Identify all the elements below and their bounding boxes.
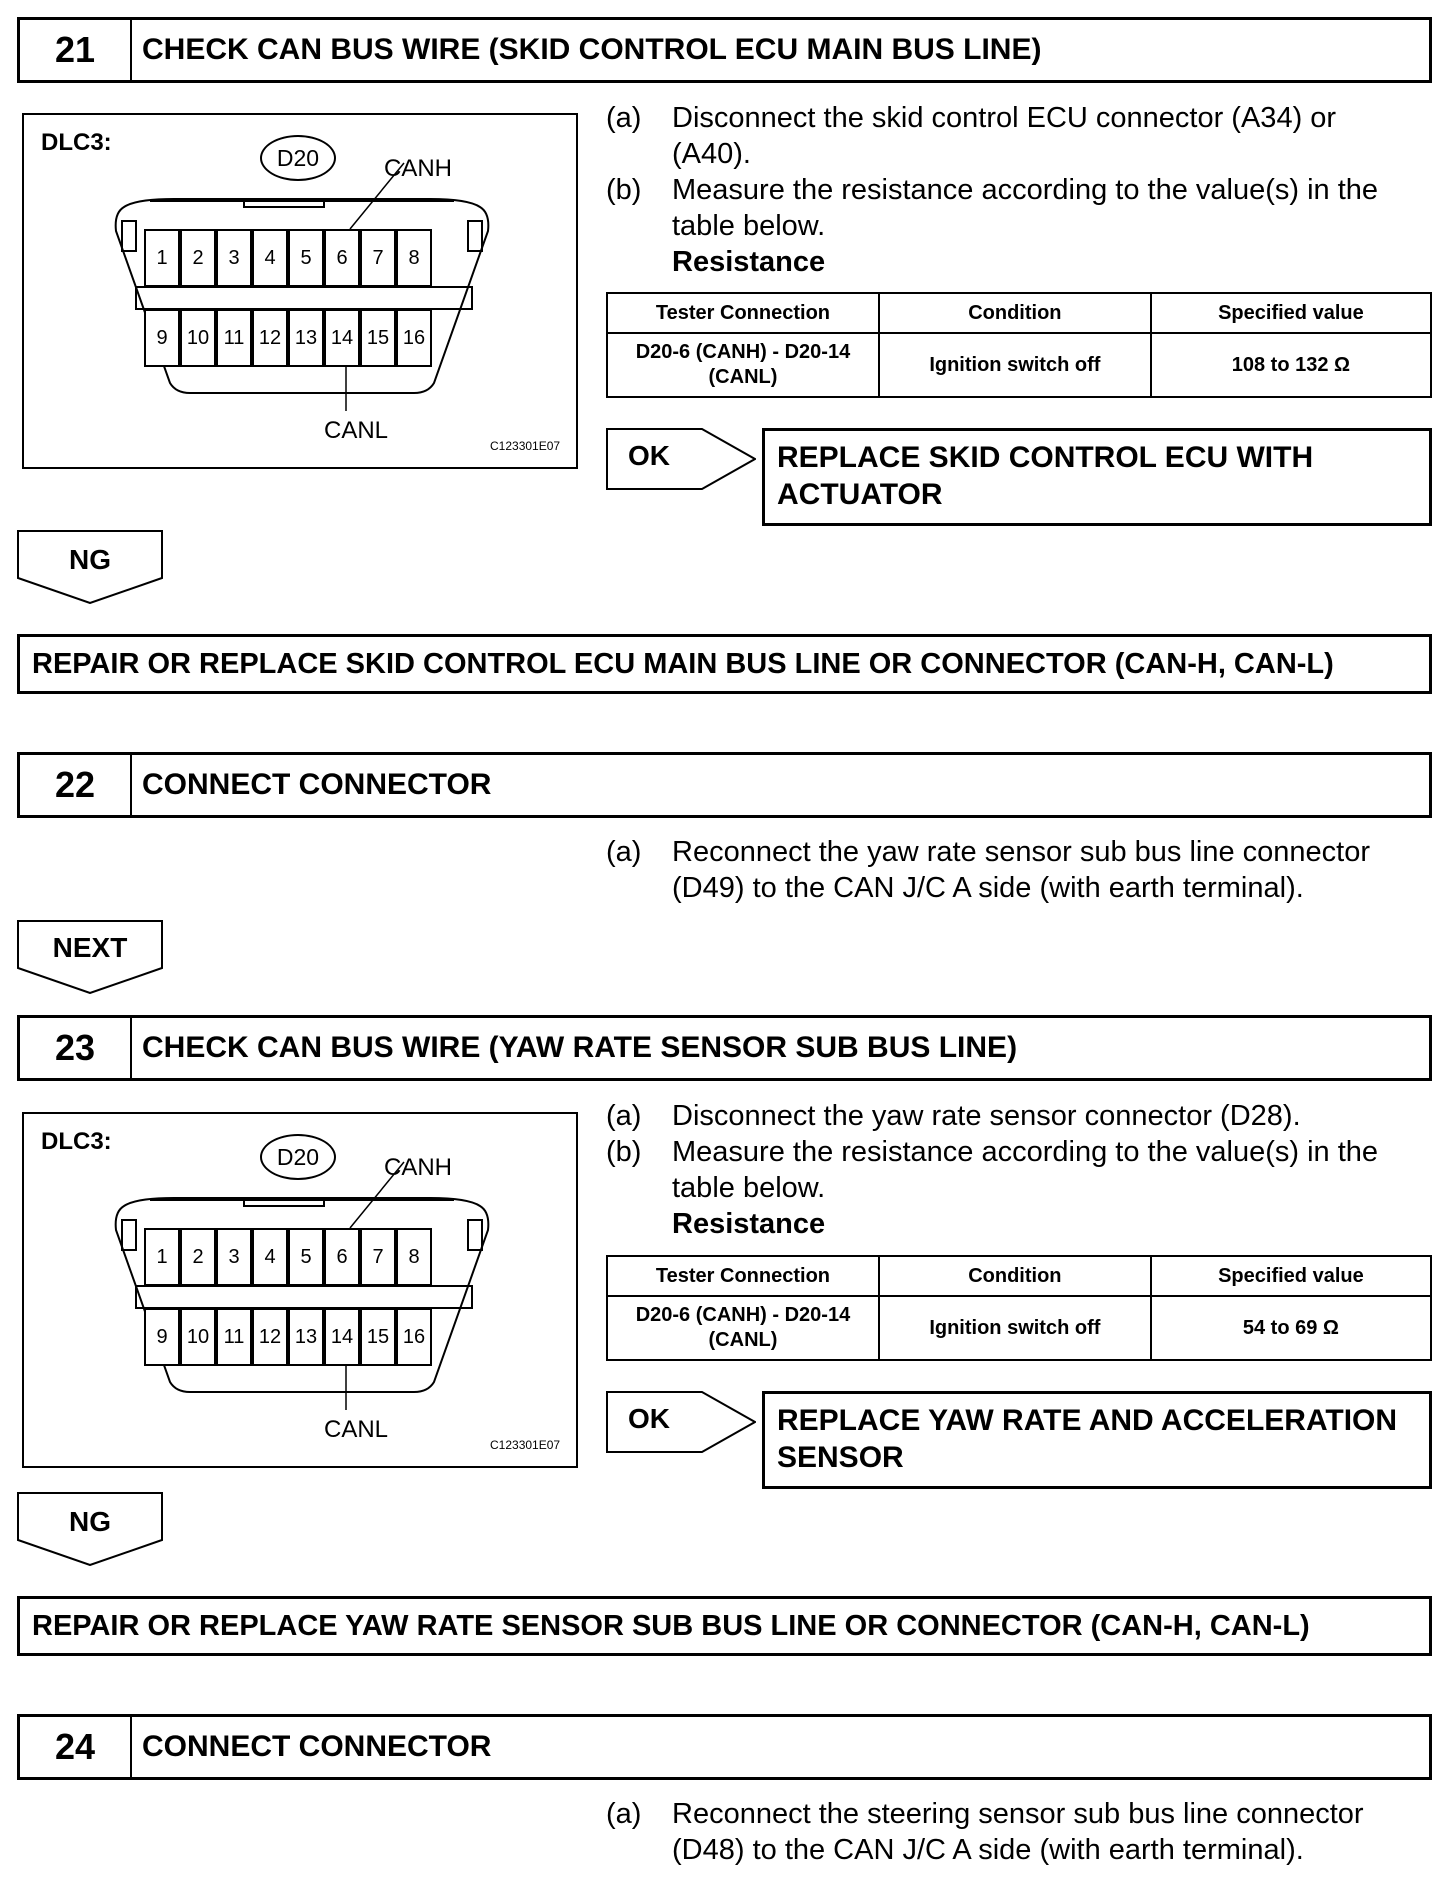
pin: 4: [252, 229, 288, 287]
instruction-text: (D49) to the CAN J/C A side (with earth terminal).: [672, 872, 1304, 904]
instruction-label: (b): [606, 174, 642, 206]
instruction-text: table below.: [672, 210, 826, 242]
pin: 13: [288, 1308, 324, 1366]
ng-result-box: REPAIR OR REPLACE SKID CONTROL ECU MAIN BUS LINE OR CONNECTOR (CAN-H, CAN-L): [17, 634, 1432, 694]
pin: 14: [324, 1308, 360, 1366]
step-22-header: [17, 752, 1432, 818]
instruction-text: Disconnect the yaw rate sensor connector (D28).: [672, 1100, 1301, 1132]
resistance-heading: Resistance: [672, 246, 826, 278]
connector-id-badge: D20: [260, 135, 336, 181]
step-number: 21: [20, 20, 132, 80]
canl-label: CANL: [324, 417, 389, 444]
step-title: CHECK CAN BUS WIRE (SKID CONTROL ECU MAIN BUS LINE): [142, 33, 1042, 66]
dlc3-label: DLC3:: [41, 1128, 112, 1155]
step-number: 24: [20, 1717, 132, 1777]
pin: 4: [252, 1228, 288, 1286]
step-24-header: [17, 1714, 1432, 1780]
instruction-text: Reconnect the steering sensor sub bus line connector: [672, 1798, 1364, 1830]
ok-result-box: [762, 428, 1432, 526]
pin: 9: [144, 1308, 180, 1366]
pin: 6: [324, 1228, 360, 1286]
ok-label: OK: [628, 440, 670, 471]
step-title: CONNECT CONNECTOR: [142, 1730, 492, 1763]
canl-label: CANL: [324, 1416, 389, 1443]
pin: 16: [396, 1308, 432, 1366]
pin: 15: [360, 309, 396, 367]
table-header: Tester Connection: [607, 1256, 879, 1296]
pin: 1: [144, 229, 180, 287]
diagram-code: C123301E07: [490, 1438, 561, 1452]
instruction-label: (a): [606, 1798, 642, 1830]
pin: 3: [216, 229, 252, 287]
pin: 11: [216, 309, 252, 367]
instruction-label: (a): [606, 1100, 642, 1132]
pin: 8: [396, 1228, 432, 1286]
instruction-text: Reconnect the yaw rate sensor sub bus line connector: [672, 836, 1371, 868]
dlc3-connector-diagram: [22, 113, 578, 469]
dlc3-label: DLC3:: [41, 129, 112, 156]
connector-id-badge: D20: [260, 1134, 336, 1180]
ok-result-text: REPLACE YAW RATE AND ACCELERATION: [777, 1404, 1398, 1437]
ok-result-text: ACTUATOR: [777, 478, 943, 511]
next-label: NEXT: [52, 932, 128, 963]
table-cell-condition: Ignition switch off: [879, 1296, 1151, 1360]
ok-result-text: SENSOR: [777, 1441, 904, 1474]
step-21-instructions: [606, 100, 1436, 280]
step-number: 23: [20, 1018, 132, 1078]
diagram-code: C123301E07: [490, 439, 561, 453]
instruction-text: (D48) to the CAN J/C A side (with earth terminal).: [672, 1834, 1304, 1866]
step-24-instructions: [606, 1796, 1436, 1868]
instruction-text: table below.: [672, 1172, 826, 1204]
pin: 9: [144, 309, 180, 367]
pin: 5: [288, 229, 324, 287]
ok-result-box: [762, 1391, 1432, 1489]
instruction-text: Measure the resistance according to the value(s) in the: [672, 174, 1379, 206]
instruction-label: (a): [606, 836, 642, 868]
step-title: CONNECT CONNECTOR: [142, 768, 492, 801]
table-cell-condition: Ignition switch off: [879, 333, 1151, 397]
dlc3-connector-diagram: [22, 1112, 578, 1468]
table-cell-connection: D20-6 (CANH) - D20-14 (CANL): [607, 333, 879, 397]
ok-result-text: REPLACE SKID CONTROL ECU WITH: [777, 441, 1314, 474]
table-header: Specified value: [1151, 1256, 1431, 1296]
pin: 2: [180, 229, 216, 287]
table-header: Condition: [879, 1256, 1151, 1296]
resistance-heading: Resistance: [672, 1208, 826, 1240]
instruction-text: (A40).: [672, 138, 751, 170]
step-number: 22: [20, 755, 132, 815]
resistance-table: [606, 292, 1432, 398]
canh-label: CANH: [384, 1154, 453, 1181]
instruction-text: Measure the resistance according to the value(s) in the: [672, 1136, 1379, 1168]
step-21-header: [17, 17, 1432, 83]
pin: 10: [180, 1308, 216, 1366]
pin: 12: [252, 309, 288, 367]
ok-label: OK: [628, 1403, 670, 1434]
ng-result-box: REPAIR OR REPLACE YAW RATE SENSOR SUB BUS LINE OR CONNECTOR (CAN-H, CAN-L): [17, 1596, 1432, 1656]
table-cell-value: 54 to 69 Ω: [1151, 1296, 1431, 1360]
pin: 10: [180, 309, 216, 367]
pin: 1: [144, 1228, 180, 1286]
table-header: Specified value: [1151, 293, 1431, 333]
pin: 11: [216, 1308, 252, 1366]
instruction-text: Disconnect the skid control ECU connector (A34) or: [672, 102, 1337, 134]
step-title: CHECK CAN BUS WIRE (YAW RATE SENSOR SUB BUS LINE): [142, 1031, 1018, 1064]
ng-label: NG: [69, 1506, 111, 1537]
pin: 13: [288, 309, 324, 367]
pin: 3: [216, 1228, 252, 1286]
step-22-instructions: [606, 834, 1436, 906]
ng-label: NG: [69, 544, 111, 575]
pin: 14: [324, 309, 360, 367]
table-header: Tester Connection: [607, 293, 879, 333]
table-cell-value: 108 to 132 Ω: [1151, 333, 1431, 397]
resistance-table: [606, 1255, 1432, 1361]
pin: 5: [288, 1228, 324, 1286]
pin: 15: [360, 1308, 396, 1366]
pin: 7: [360, 1228, 396, 1286]
pin: 8: [396, 229, 432, 287]
instruction-label: (a): [606, 102, 642, 134]
pin: 6: [324, 229, 360, 287]
pin: 7: [360, 229, 396, 287]
canh-label: CANH: [384, 155, 453, 182]
instruction-label: (b): [606, 1136, 642, 1168]
pin: 12: [252, 1308, 288, 1366]
table-header: Condition: [879, 293, 1151, 333]
table-cell-connection: D20-6 (CANH) - D20-14 (CANL): [607, 1296, 879, 1360]
step-23-header: [17, 1015, 1432, 1081]
pin: 16: [396, 309, 432, 367]
step-23-instructions: [606, 1098, 1436, 1242]
pin: 2: [180, 1228, 216, 1286]
